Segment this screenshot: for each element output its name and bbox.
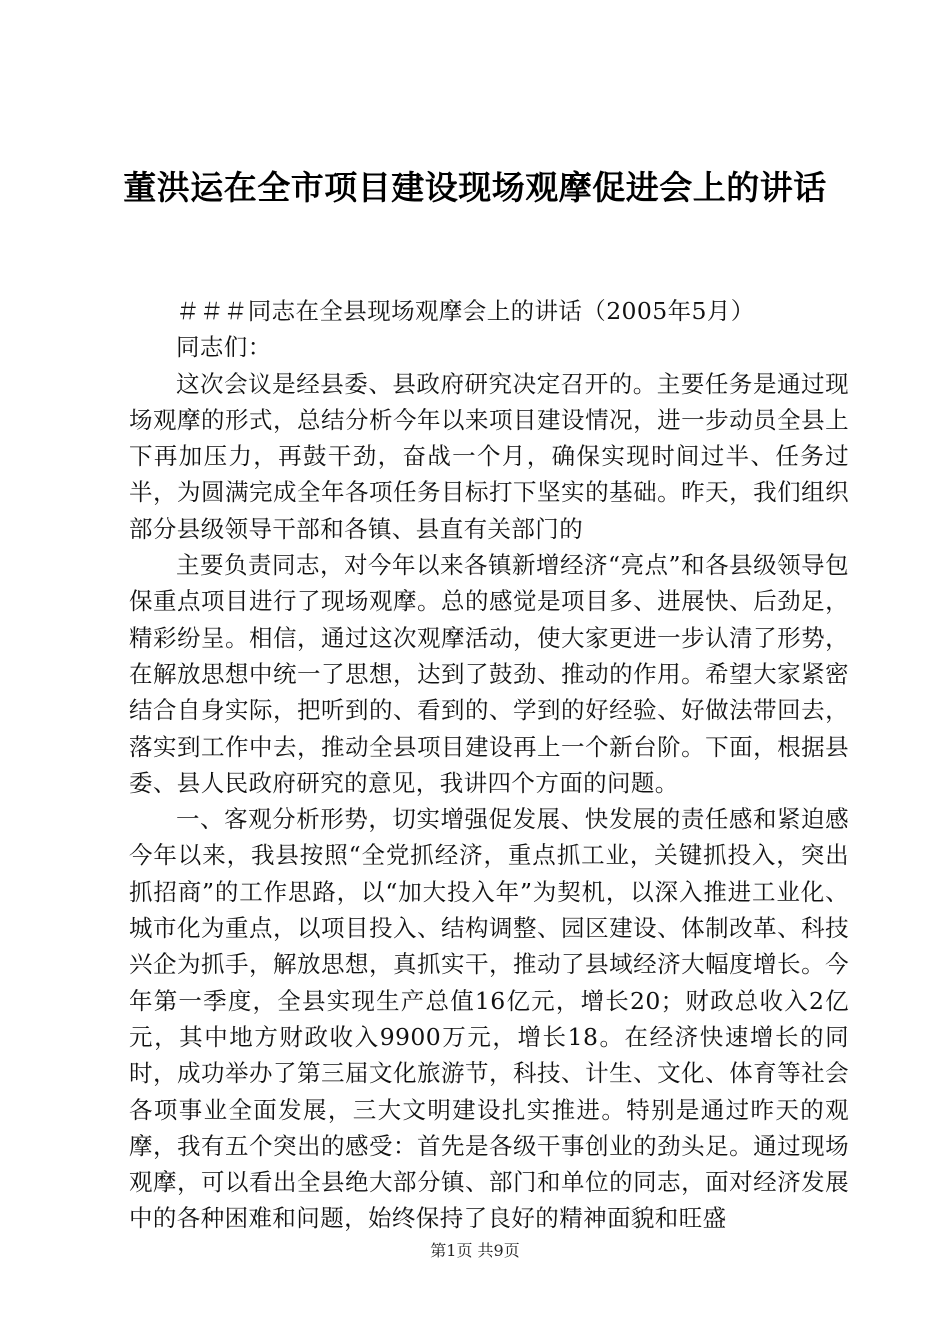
- paragraph-subtitle: ＃＃＃同志在全县现场观摩会上的讲话（2005年5月）: [176, 297, 755, 325]
- paragraph-2: 主要负责同志，对今年以来各镇新增经济“亮点”和各县级领导包保重点项目进行了现场观摩。总的感觉是项目多、进展快、后劲足，精彩纷呈。相信，通过这次观摩活动，使大家更进一步认清了形势，在解放思想中统一了思想，达到了鼓劲、推动的作用。希望大家紧密结合自身实际，把听到的、看到的、学到的好经验、好做法带回去，落实到工作中去，推动全县项目建设再上一个新台阶。下面，根据县委、县人民政府研究的意见，我讲四个方面的问题。: [129, 551, 849, 797]
- document-body: [129, 293, 849, 1237]
- paragraph-3: 一、客观分析形势，切实增强促发展、快发展的责任感和紧迫感今年以来，我县按照“全党抓经济，重点抓工业，关键抓投入，突出抓招商”的工作思路，以“加大投入年”为契机，以深入推进工业化、城市化为重点，以项目投入、结构调整、园区建设、体制改革、科技兴企为抓手，解放思想，真抓实干，推动了县域经济大幅度增长。今年第一季度，全县实现生产总值16亿元，增长20；财政总收入2亿元，其中地方财政收入9900万元，增长18。在经济快速增长的同时，成功举办了第三届文化旅游节，科技、计生、文化、体育等社会各项事业全面发展，三大文明建设扎实推进。特别是通过昨天的观摩，我有五个突出的感受：首先是各级干事创业的劲头足。通过现场观摩，可以看出全县绝大部分镇、部门和单位的同志，面对经济发展中的各种困难和问题，始终保持了良好的精神面貌和旺盛: [129, 805, 849, 1233]
- paragraph-1: 这次会议是经县委、县政府研究决定召开的。主要任务是通过现场观摩的形式，总结分析今年以来项目建设情况，进一步动员全县上下再加压力，再鼓干劲，奋战一个月，确保实现时间过半、任务过半，为圆满完成全年各项任务目标打下坚实的基础。昨天，我们组织部分县级领导干部和各镇、县直有关部门的: [129, 369, 849, 543]
- document-title: 董洪运在全市项目建设现场观摩促进会上的讲话: [123, 168, 827, 207]
- paragraph-salutation: 同志们：: [176, 333, 272, 362]
- page-footer: 第1页 共9页: [430, 1241, 520, 1260]
